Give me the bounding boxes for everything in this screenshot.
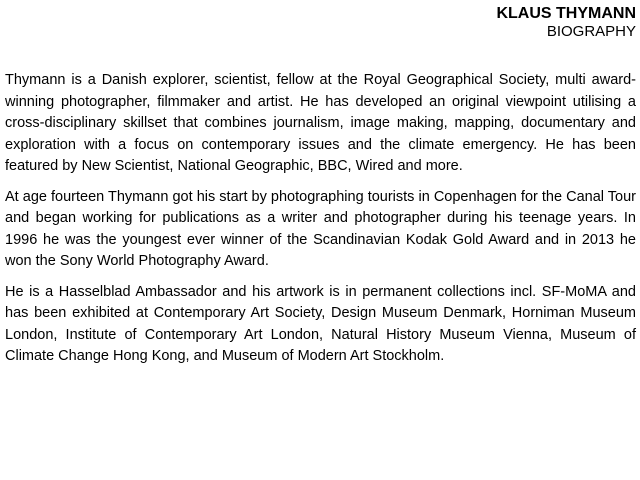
author-name: KLAUS THYMANN [496, 5, 636, 22]
biography-paragraph-1: Thymann is a Danish explorer, scientist, fellow at the Royal Geographical Society, multi award-winning photographer, filmmaker and artist. He has developed an original viewpoint utilising a cross-disciplinary skillset that combines journalism, image making, mapping, documentary and exploration with a focus on contemporary issues and the climate emergency. He has been featured by New Scientist, National Geographic, BBC, Wired and more. [5, 72, 636, 174]
biography-text [5, 70, 636, 377]
biography-paragraph-2: At age fourteen Thymann got his start by photographing tourists in Copenhagen for the Canal Tour and began working for publications as a writer and photographer during his teenage years. In 1996 he was the youngest ever winner of the Scandinavian Kodak Gold Award and in 2013 he won the Sony World Photography Award. [5, 188, 636, 269]
biography-paragraph-3: He is a Hasselblad Ambassador and his artwork is in permanent collections incl. SF-MoMA and has been exhibited at Contemporary Art Society, Design Museum Denmark, Horniman Museum London, Institute of Contemporary Art London, Natural History Museum Vienna, Museum of Climate Change Hong Kong, and Museum of Modern Art Stockholm. [5, 283, 636, 364]
page-header [496, 4, 636, 41]
page-subtitle: BIOGRAPHY [546, 23, 636, 40]
